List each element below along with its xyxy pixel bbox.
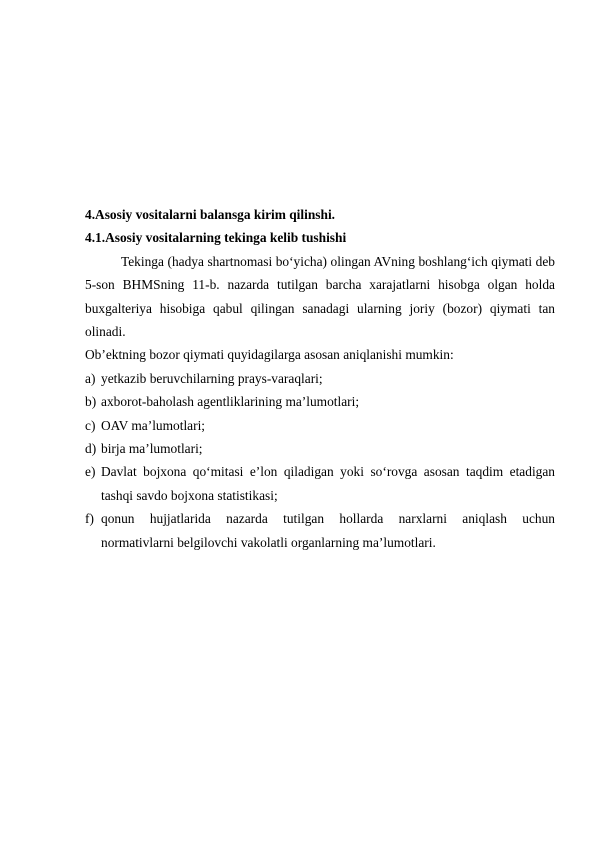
source-list [85,367,555,554]
list-marker: a) [85,370,96,386]
list-item-text-line1: qonun hujjatlarida nazarda tutilgan hollarda narxlarni aniqlash uchun [101,511,555,527]
document-content [85,203,555,554]
list-marker: e) [85,464,96,480]
list-item [85,437,555,460]
body-paragraph-2: Ob’ektning bozor qiymati quyidagilarga asosan aniqlanishi mumkin: [85,347,454,363]
list-item-text: yetkazib beruvchilarning prays-varaqlari; [101,370,323,386]
list-item [85,460,555,507]
list-item [85,507,555,554]
subsection-heading: 4.1.Asosiy vositalarning tekinga kelib tushishi [85,230,347,246]
list-item-text-line2: normativlarni belgilovchi vakolatli organlarning ma’lumotlari. [101,534,436,550]
list-marker: c) [85,417,96,433]
list-marker: b) [85,394,97,410]
list-item-text: OAV ma’lumotlari; [101,417,206,433]
body-paragraph-1: Tekinga (hadya shartnomasi bo‘yicha) olingan AVning boshlang‘ich qiymati deb 5-son BHMSning 11-b. nazarda tutilgan barcha xarajatlarni hisobga olgan holda buxgalteriya hisobiga qabul qilingan sanadagi ularning joriy (bozor) qiymati tan olinadi. [85,253,555,340]
section-heading: 4.Asosiy vositalarni balansga kirim qilinshi. [85,207,336,222]
list-marker: d) [85,441,97,457]
list-item-text: birja ma’lumotlari; [101,441,203,457]
list-item [85,414,555,437]
list-item [85,390,555,413]
list-item-text: axborot-baholash agentliklarining ma’lumotlari; [101,394,360,410]
list-item-text: Davlat bojxona qo‘mitasi e’lon qiladigan yoki so‘rovga asosan taqdim etadigan tashqi savdo bojxona statistikasi; [101,464,555,503]
list-marker: f) [85,511,94,527]
list-item [85,367,555,390]
